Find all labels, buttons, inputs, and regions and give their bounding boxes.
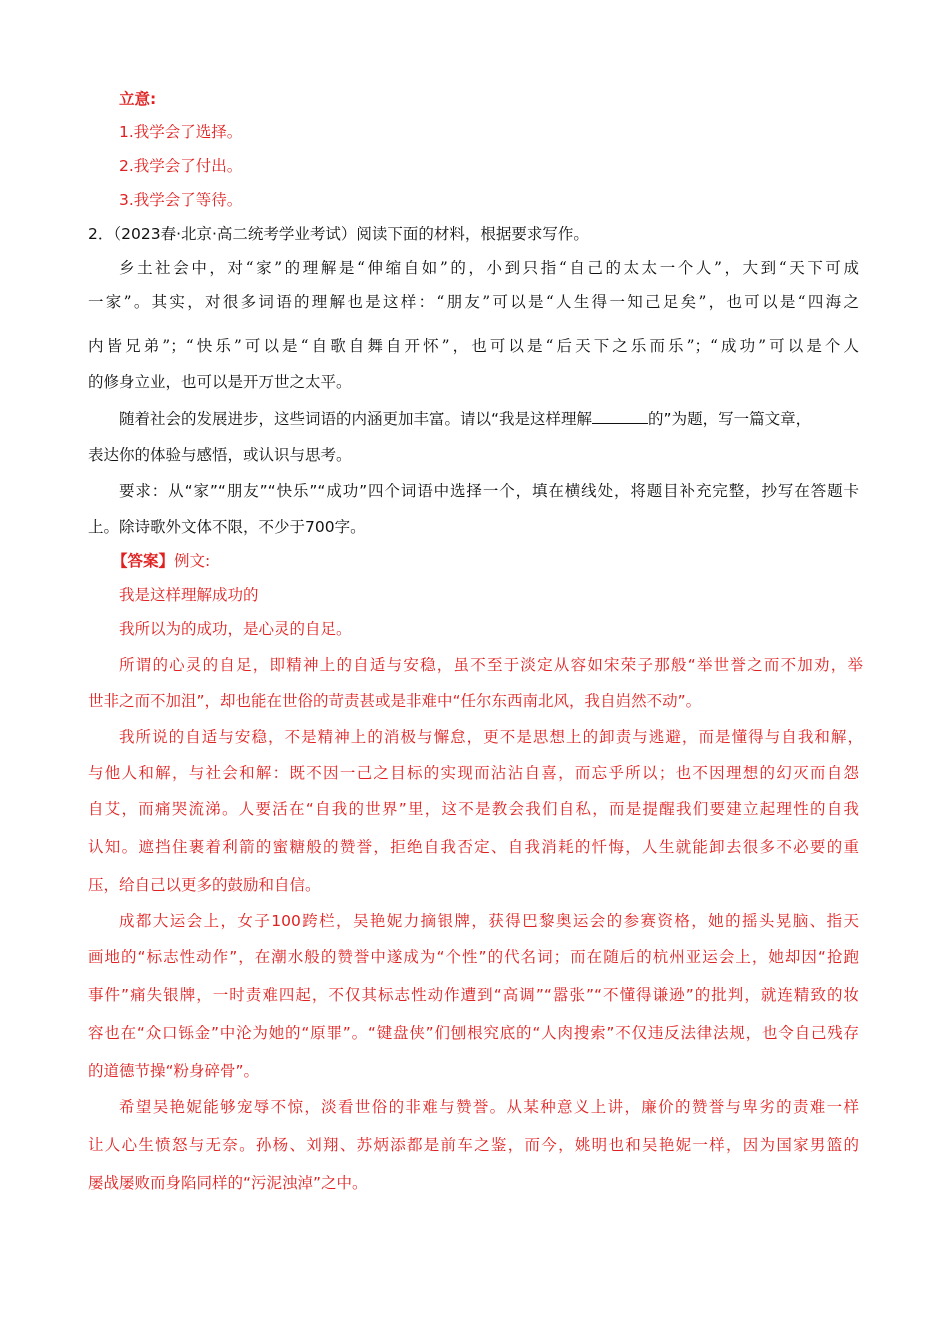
answer-label: 例文: <box>174 552 211 570</box>
task-line-1 <box>119 408 811 430</box>
requirement-line-1: 要求：从“家”“朋友”“快乐”“成功”四个词语中选择一个，填在横线处，将题目补充完整，抄写在答题卡 <box>119 482 859 500</box>
essay-p2-line-2: 世非之而不加沮”，却也能在世俗的苛责甚或是非难中“任尔东西南北风，我自岿然不动”。 <box>88 692 702 710</box>
intent-item-3: 3.我学会了等待。 <box>119 191 243 209</box>
task-line-2: 表达你的体验与感悟，或认识与思考。 <box>88 446 352 464</box>
task-text-after-blank: 的”为题，写一篇文章， <box>648 410 812 428</box>
essay-p4-line-1: 成都大运会上，女子100跨栏，吴艳妮力摘银牌，获得巴黎奥运会的参赛资格，她的摇头晃脑、指天 <box>119 912 859 930</box>
essay-p3-line-5: 压，给自己以更多的鼓励和自信。 <box>88 876 321 894</box>
essay-p4-line-2: 画地的“标志性动作”，在潮水般的赞誉中遂成为“个性”的代名词；而在随后的杭州亚运会上，她却因“抢跑 <box>88 948 859 966</box>
essay-p5-line-3: 屡战屡败而身陷同样的“污泥浊淖”之中。 <box>88 1174 368 1192</box>
essay-p5-line-2: 让人心生愤怒与无奈。孙杨、刘翔、苏炳添都是前车之鉴，而今，姚明也和吴艳妮一样，因为国家男篮的 <box>88 1136 859 1154</box>
essay-p4-line-3: 事件”痛失银牌，一时责难四起，不仅其标志性动作遭到“高调”“嚣张”“不懂得谦逊”的批判，就连精致的妆 <box>88 986 859 1004</box>
essay-p4-line-4: 容也在“众口铄金”中沦为她的“原罪”。“键盘侠”们刨根究底的“人肉搜索”不仅违反法律法规，也令自己残存 <box>88 1024 859 1042</box>
material-line-2: 一家”。其实，对很多词语的理解也是这样：“朋友”可以是“人生得一知己足矣”，也可以是“四海之 <box>88 293 859 311</box>
essay-p3-line-3: 自艾，而痛哭流涕。人要活在“自我的世界”里，这不是教会我们自私，而是提醒我们要建立起理性的自我 <box>88 800 859 818</box>
essay-p2-line-1: 所谓的心灵的自足，即精神上的自适与安稳，虽不至于淡定从容如宋荣子那般“举世誉之而不加劝，举 <box>119 656 863 674</box>
answer-header <box>112 550 210 572</box>
essay-title: 我是这样理解成功的 <box>119 586 259 604</box>
intent-item-1: 1.我学会了选择。 <box>119 123 243 141</box>
question-source: （2023春·北京·高二统考学业考试）阅读下面的材料，根据要求写作。 <box>113 225 589 243</box>
question-number: 2． <box>88 225 114 243</box>
essay-p3-line-4: 认知。遮挡住裹着利箭的蜜糖般的赞誉，拒绝自我否定、自我消耗的忏悔，人生就能卸去很多不必要的重 <box>88 838 859 856</box>
essay-p3-line-1: 我所说的自适与安稳，不是精神上的消极与懈怠，更不是思想上的卸责与逃避，而是懂得与自我和解， <box>119 728 863 746</box>
essay-p5-line-1: 希望吴艳妮能够宠辱不惊，淡看世俗的非难与赞誉。从某种意义上讲，廉价的赞誉与卑劣的责难一样 <box>119 1098 859 1116</box>
essay-p4-line-5: 的道德节操“粉身碎骨”。 <box>88 1062 260 1080</box>
answer-tag: 【答案】 <box>112 552 175 570</box>
intent-heading: 立意: <box>119 90 157 108</box>
essay-p1-line-1: 我所以为的成功，是心灵的自足。 <box>119 620 352 638</box>
material-line-3: 内皆兄弟”；“快乐”可以是“自歌自舞自开怀”，也可以是“后天下之乐而乐”；“成功”可以是个人 <box>88 337 859 355</box>
essay-p3-line-2: 与他人和解，与社会和解：既不因一己之目标的实现而沾沾自喜，而忘乎所以；也不因理想的幻灭而自怨 <box>88 764 859 782</box>
material-line-4: 的修身立业，也可以是开万世之太平。 <box>88 373 352 391</box>
intent-item-2: 2.我学会了付出。 <box>119 157 243 175</box>
task-text-before-blank: 随着社会的发展进步，这些词语的内涵更加丰富。请以“我是这样理解 <box>119 410 593 428</box>
question-header <box>88 223 589 245</box>
title-blank <box>592 409 648 424</box>
material-line-1: 乡土社会中，对“家”的理解是“伸缩自如”的，小到只指“自己的太太一个人”，大到“天下可成 <box>119 259 859 277</box>
requirement-line-2: 上。除诗歌外文体不限，不少于700字。 <box>88 518 366 536</box>
